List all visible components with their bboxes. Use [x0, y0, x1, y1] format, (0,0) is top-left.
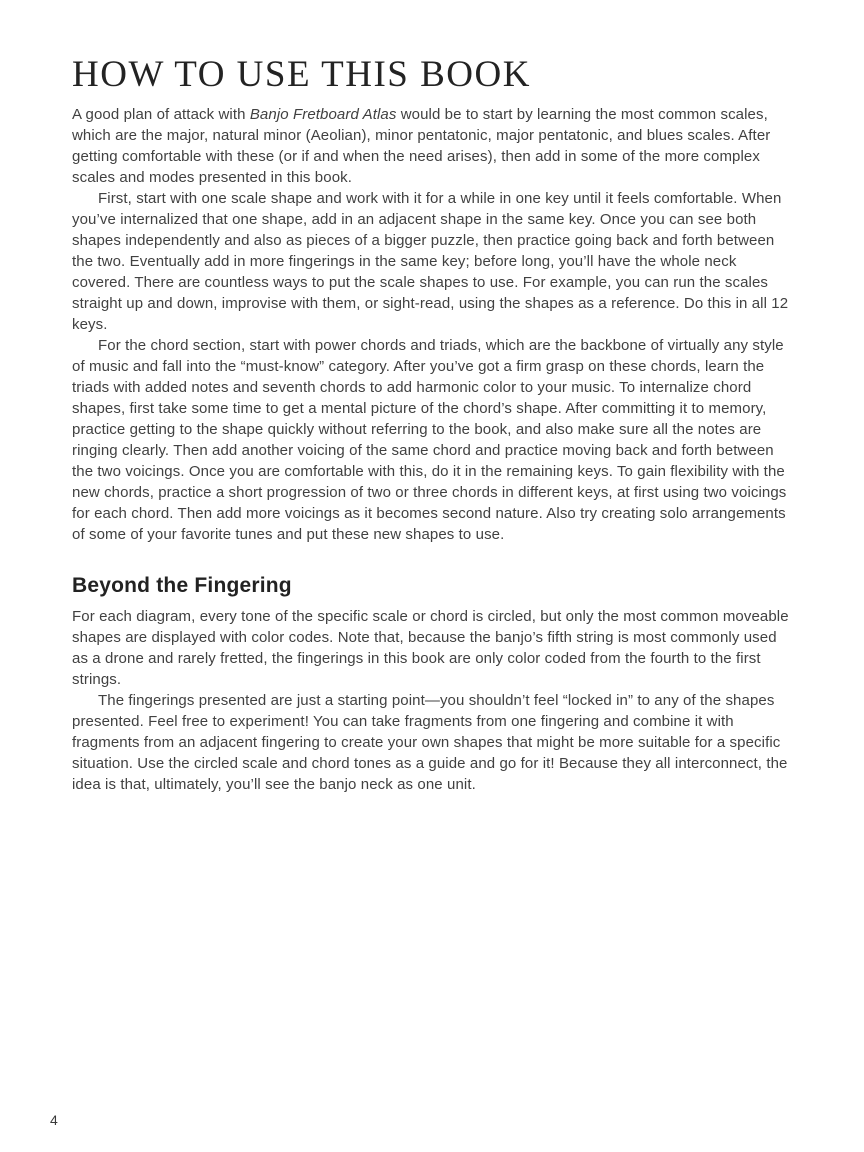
intro-text-after: would be to start by learning the most common scales, which are the major, natural minor (Aeolian), minor pentatonic, major pentatonic, and blues scales. After getting comfortable with these (or if and when the need arises), then add in some of the more complex scales and modes presented in this book. [72, 105, 771, 186]
page-content [72, 56, 794, 795]
intro-text-before: A good plan of attack with [72, 105, 250, 123]
paragraph-diagram-color-codes: For each diagram, every tone of the specific scale or chord is circled, but only the most common moveable shapes are displayed with color codes. Note that, because the banjo’s fifth string is most commonly used as a drone and rarely fretted, the fingerings in this book are only color coded from the fourth to the first strings. [72, 607, 789, 688]
page-number: 4 [50, 1112, 58, 1128]
paragraph-scales-practice: First, start with one scale shape and work with it for a while in one key until it feels comfortable. When you’ve internalized that one shape, add in an adjacent shape in the same key. Once you can see both shapes independently and also as pieces of a bigger puzzle, then practice going back and forth between the two. Eventually add in more fingerings in the same key; before long, you’ll have the whole neck covered. There are countless ways to put the scale shapes to use. For example, you can run the scales straight up and down, improvise with them, or sight-read, using the shapes as a reference. Do this in all 12 keys. [72, 189, 789, 333]
section-heading-beyond-the-fingering: Beyond the Fingering [72, 573, 292, 597]
intro-paragraph [72, 104, 794, 188]
page-title: HOW TO USE THIS BOOK [72, 54, 531, 95]
paragraph-fingerings-starting-point: The fingerings presented are just a starting point—you shouldn’t feel “locked in” to any of the shapes presented. Feel free to experiment! You can take fragments from one fingering and combine it with fragments from an adjacent fingering to create your own shapes that might be more suitable for a specific situation. Use the circled scale and chord tones as a guide and go for it! Because they all interconnect, the idea is that, ultimately, you’ll see the banjo neck as one unit. [72, 691, 788, 793]
paragraph-chord-section: For the chord section, start with power chords and triads, which are the backbone of virtually any style of music and fall into the “must-know” category. After you’ve got a firm grasp on these chords, learn the triads with added notes and seventh chords to add harmonic color to your music. To internalize chord shapes, first take some time to get a mental picture of the chord’s shape. After committing it to memory, practice getting to the shape quickly without referring to the book, and also make sure all the notes are ringing clearly. Then add another voicing of the same chord and practice moving back and forth between the two voicings. Once you are comfortable with this, do it in the remaining keys. To gain flexibility with the new chords, practice a short progression of two or three chords in different keys, at first using two voicings for each chord. Then add more voicings as it becomes second nature. Also try creating solo arrangements of some of your favorite tunes and put these new shapes to use. [72, 336, 787, 543]
book-title-italic: Banjo Fretboard Atlas [249, 105, 397, 123]
